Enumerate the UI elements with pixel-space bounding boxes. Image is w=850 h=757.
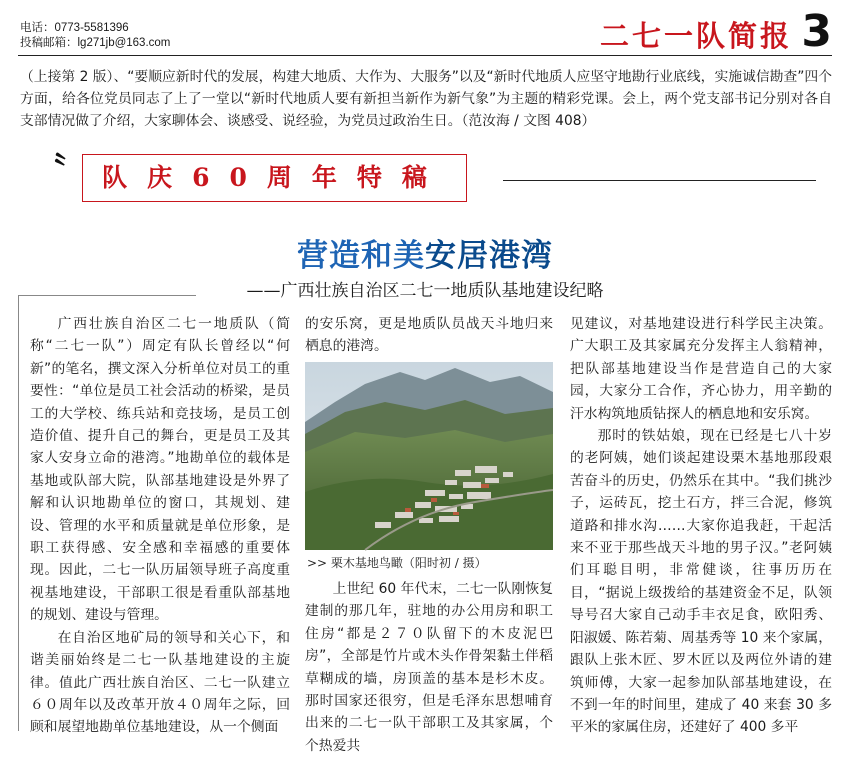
article-column-2-top [305,313,553,363]
article-column-3 [570,313,832,736]
section-quote-mark: 〝 [36,152,66,187]
continued-article-text: （上接第 2 版）、“要顺应新时代的发展，构建大地质、大作为、大服务”以及“新时代地质人应坚守地勘行业底线，实施诚信勘查”四个方面，给各位党员同志了上了一堂以“新时代地质人要有新担当新作为新气象”为主题的精彩党课。会上，两个党支部书记分别对各自支部情况做了介绍，大家聊体会、谈感受、说经验，为党员过政治生日。（范汝海 / 文图 408） [20,69,832,129]
headline-part-1: 营造和美 [297,238,425,274]
paragraph: 在自治区地矿局的领导和关心下，和谐美丽始终是二七一队基地建设的主旋律。值此广西壮族自治区、二七一队建立６０周年以及改革开放４０周年之际，回顾和展望地勘单位基地建设，从一个侧面 [30,629,290,736]
contact-info [20,21,170,51]
email-text: 投稿邮箱：lg271jb@163.com [20,37,171,49]
article-column-1 [30,313,290,736]
paragraph: 上世纪 60 年代末，二七一队刚恢复建制的那几年，驻地的办公用房和职工住房“都是２７０队留下的木皮泥巴房”，全部是竹片或木头作骨架黏土伴稻草糊成的墙，房顶盖的基本是杉木皮。那时国家还很穷，但是毛泽东思想哺育出来的二七一队干部职工及其家属，个个热爱共 [305,581,553,754]
article-frame-top [18,295,196,296]
headline-part-2: 安居港湾 [425,238,553,274]
header-divider [18,55,832,56]
article-subtitle: ——广西壮族自治区二七一地质队基地建设纪略 [246,281,604,301]
aerial-photo-limu-base [305,362,553,550]
article-column-2-bottom [305,578,553,754]
section-title: 队庆60周年特稿 [102,163,447,192]
paragraph: 那时的铁姑娘，现在已经是七八十岁的老阿姨，她们谈起建设栗木基地那段艰苦奋斗的历史，仍然乐在其中。“我们挑沙子，运砖瓦，挖土石方，拌三合泥，修筑道路和排水沟……大家你追我赶，干起活来不亚于那些战天斗地的男子汉。”老阿姨们耳聪目明，非常健谈，往事历历在目，“据说上级拨给的基建资金不足，队领导号召大家自己动手丰衣足食，欧阳秀、阳淑媛、陈若菊、周基秀等 10 来个家属，跟队上张木匠、罗木匠以及两位外请的建筑师傅，大家一起参加队部基地建设，在不到一年的时间里，建成了 40 来套 30 多平米的家属住房，还建好了 400 多平 [570,428,832,736]
article-frame-left [18,295,19,731]
page-number: 3 [801,6,832,57]
newspaper-name: 二七一队简报 [599,19,792,53]
paragraph: 见建议，对基地建设进行科学民主决策。广大职工及其家属充分发挥主人翁精神，把队部基地建设当作是营造自己的大家园，大家分工合作，齐心协力，用辛勤的汗水构筑地质钻探人的栖息地和安乐窝。 [570,316,832,422]
paragraph: 广西壮族自治区二七一地质队（简称“二七一队”）周定有队长曾经以“何新”的笔名，撰文深入分析单位对员工的重要性：“单位是员工社会活动的桥梁，是员工的大学校、练兵站和竞技场，是员工创造价值、提升自己的舞台，更是员工及其家人安身立命的港湾。”地勘单位的载体是基地或队部大院，队部基地建设是外界了解和认识地勘单位的窗口，其规划、建设、管理的水平和质量就是单位形象，是职工获得感、安全感和幸福感的重要体现。因此，二七一队历届领导班子高度重视基地建设，干部职工很是看重队部基地的规划、建设与管理。 [30,316,290,624]
paragraph: 的安乐窝，更是地质队员战天斗地归来栖息的港湾。 [305,316,553,355]
photo-caption: >> 栗木基地鸟瞰（阳时初 / 摄） [307,556,487,570]
phone-text: 电话：0773-5581396 [20,22,129,34]
section-rule [503,180,816,181]
article-headline [0,230,850,275]
